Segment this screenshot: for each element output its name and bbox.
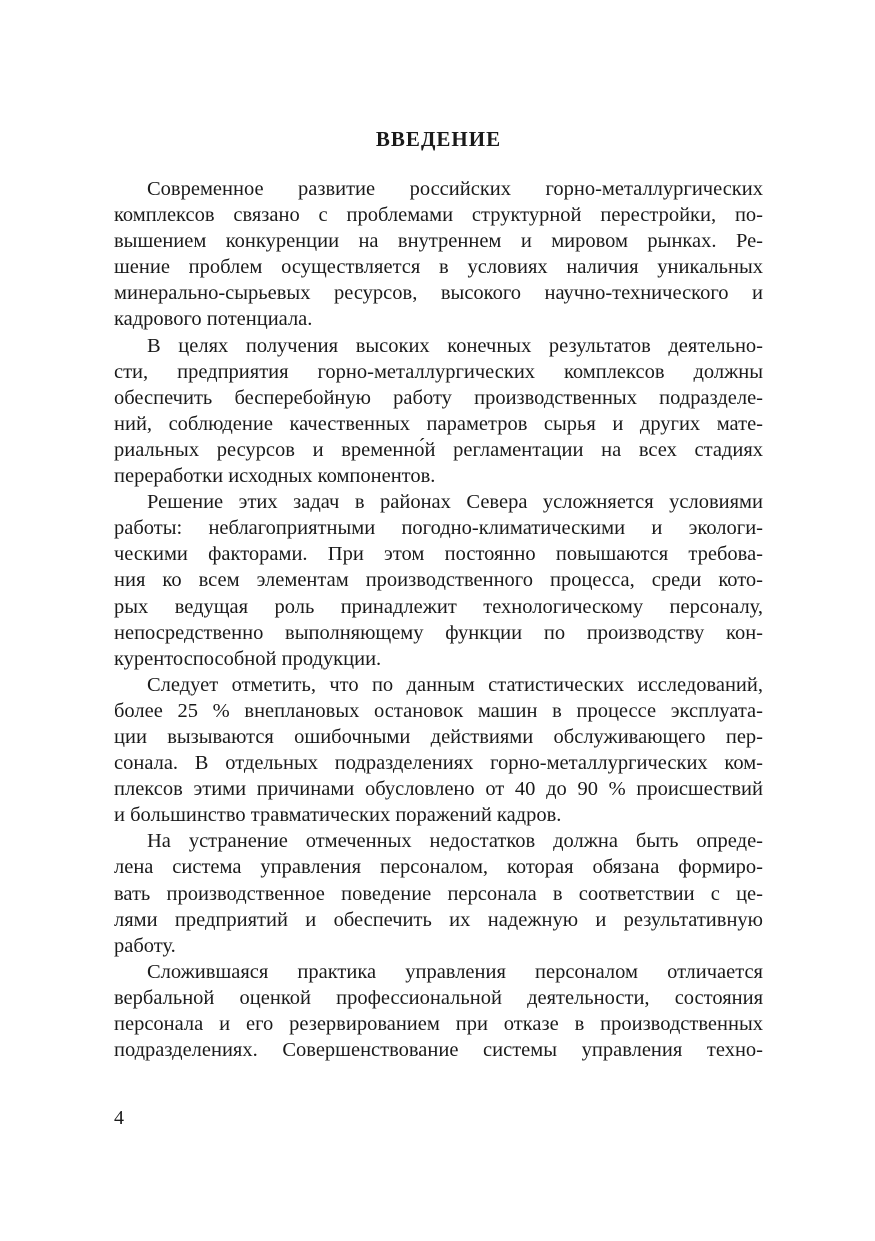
text-line: Сложившаяся практика управления персоналом отличается (147, 960, 763, 983)
text-line: ния ко всем элементам производственного процесса, среди кото- (114, 569, 763, 592)
text-line: работы: неблагоприятными погодно-климатическими и экологи- (114, 517, 763, 540)
text-line: курентоспособной продукции. (114, 647, 382, 670)
page-number: 4 (114, 1107, 124, 1129)
text-line: Следует отметить, что по данным статистических исследований, (147, 673, 763, 696)
text-line: персонала и его резервированием при отказе в производственных (114, 1013, 763, 1035)
text-line: комплексов связано с проблемами структурной перестройки, по- (114, 204, 763, 227)
text-line: переработки исходных компонентов. (114, 465, 436, 488)
paragraph-1 (114, 176, 763, 333)
text-line: Современное развитие российских горно-металлургических (147, 178, 763, 200)
text-line: вербальной оценкой профессиональной деятельности, состояния (114, 986, 763, 1009)
text-line: и большинство травматических поражений кадров. (114, 804, 562, 827)
text-line: более 25 % внеплановых остановок машин в процессе эксплуата- (114, 699, 763, 722)
text-line: рых ведущая роль принадлежит технологическому персоналу, (114, 595, 763, 618)
text-line: В целях получения высоких конечных результатов деятельно- (147, 334, 763, 357)
paragraph-3 (114, 489, 763, 672)
text-line: Решение этих задач в районах Севера усложняется условиями (147, 491, 763, 514)
text-line: лена система управления персоналом, которая обязана формиро- (114, 856, 763, 879)
text-line: подразделениях. Совершенствование системы управления техно- (114, 1039, 763, 1062)
text-line: шение проблем осуществляется в условиях наличия уникальных (114, 256, 763, 279)
body-text (114, 176, 763, 1063)
text-line: ции вызываются ошибочными действиями обслуживающего пер- (114, 725, 763, 748)
text-line: ний, соблюдение качественных параметров сырья и других мате- (114, 412, 763, 435)
text-line: сонала. В отдельных подразделениях горно-металлургических ком- (114, 752, 763, 775)
text-line: ческими факторами. При этом постоянно повышаются требова- (114, 543, 763, 566)
text-line: лями предприятий и обеспечить их надежную и результативную (114, 908, 763, 931)
text-line: кадрового потенциала. (114, 308, 313, 331)
text-line: вышением конкуренции на внутреннем и мировом рынках. Ре- (114, 230, 763, 253)
paragraph-5 (114, 828, 763, 958)
text-line: вать производственное поведение персонала в соответствии с це- (114, 882, 763, 905)
text-line: На устранение отмеченных недостатков должна быть опреде- (147, 830, 763, 853)
text-line: плексов этими причинами обусловлено от 40 до 90 % происшествий (114, 778, 763, 801)
text-line: риальных ресурсов и временно́й регламентации на всех стадиях (114, 438, 763, 461)
text-line: работу. (114, 934, 176, 957)
document-page (114, 0, 763, 1241)
text-line: сти, предприятия горно-металлургических комплексов должны (114, 360, 763, 383)
text-line: непосредственно выполняющему функции по производству кон- (114, 621, 763, 644)
text-line: обеспечить бесперебойную работу производственных подразделе- (114, 386, 763, 409)
paragraph-2 (114, 333, 763, 490)
paragraph-4 (114, 672, 763, 829)
page-title: ВВЕДЕНИЕ (375, 127, 502, 151)
paragraph-6 (114, 959, 763, 1063)
text-line: минерально-сырьевых ресурсов, высокого научно-технического и (114, 282, 763, 305)
